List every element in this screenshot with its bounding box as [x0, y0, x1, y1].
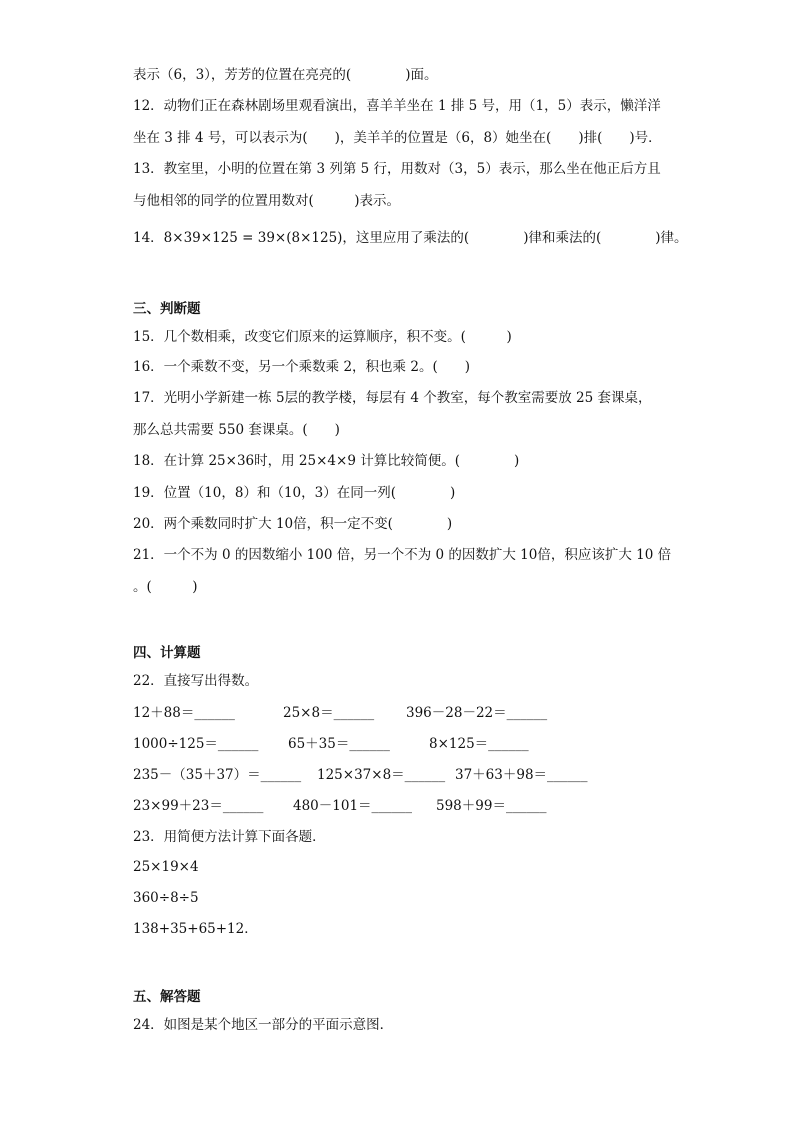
section5-title: 五、解答题 — [133, 989, 201, 1005]
calc-item: 25×8＝______ — [283, 705, 375, 721]
q16: 16．一个乘数不变，另一个乘数乘 2，积也乘 2。( ) — [133, 359, 470, 375]
q24: 24．如图是某个地区一部分的平面示意图． — [133, 1017, 394, 1033]
calc-item: 480－101＝______ — [293, 798, 413, 814]
calc-item: 125×37×8＝______ — [317, 767, 446, 783]
q17-line1: 17．光明小学新建一栋 5层的教学楼，每层有 4 个教室，每个教室需要放 25 套课桌， — [133, 390, 652, 406]
q18: 18．在计算 25×36时，用 25×4×9 计算比较简便。( ) — [133, 453, 520, 469]
q15: 15．几个数相乘，改变它们原来的运算顺序，积不变。( ) — [133, 329, 512, 345]
q12-line2: 坐在 3 排 4 号，可以表示为( )，美羊羊的位置是（6，8）她坐在( )排( )号． — [133, 130, 662, 146]
q14-text: 14．8×39×125 = 39×(8×125)，这里应用了乘法的( )律和乘法的( )律。 — [133, 230, 688, 246]
q21-line2: 。( ) — [133, 579, 198, 595]
calc-item: 8×125＝______ — [429, 736, 529, 752]
q23-item: 360÷8÷5 — [133, 890, 199, 906]
q20: 20．两个乘数同时扩大 10倍，积一定不变( ) — [133, 516, 453, 532]
calc-item: 23×99＋23＝______ — [133, 798, 264, 814]
calc-item: 12＋88＝______ — [133, 705, 235, 721]
calc-item: 65＋35＝______ — [288, 736, 390, 752]
calc-item: 598＋99＝______ — [436, 798, 547, 814]
calc-item: 37＋63＋98＝______ — [455, 767, 588, 783]
q13-line2: 与他相邻的同学的位置用数对( )表示。 — [133, 193, 401, 209]
q12-line1: 12．动物们正在森林剧场里观看演出，喜羊羊坐在 1 排 5 号，用（1，5）表示，懒洋洋 — [133, 98, 661, 114]
q21-line1: 21．一个不为 0 的因数缩小 100 倍，另一个不为 0 的因数扩大 10倍，积应该扩大 10 倍 — [133, 547, 672, 563]
section3-title: 三、判断题 — [133, 301, 201, 317]
q23: 23．用简便方法计算下面各题． — [133, 829, 326, 845]
q22: 22．直接写出得数。 — [133, 673, 259, 689]
q17-line2: 那么总共需要 550 套课桌。( ) — [133, 422, 340, 438]
calc-item: 1000÷125＝______ — [133, 736, 259, 752]
section4-title: 四、计算题 — [133, 645, 201, 661]
q23-item: 138+35+65+12． — [133, 921, 258, 937]
calc-item: 396－28－22＝______ — [406, 705, 548, 721]
q11-continuation: 表示（6，3），芳芳的位置在亮亮的( )面。 — [133, 67, 438, 83]
calc-item: 235－（35＋37）＝______ — [133, 767, 302, 783]
q23-item: 25×19×4 — [133, 859, 199, 875]
q13-line1: 13．教室里，小明的位置在第 3 列第 5 行，用数对（3，5）表示，那么坐在他正后方且 — [133, 161, 661, 177]
q19: 19．位置（10，8）和（10，3）在同一列( ) — [133, 485, 456, 501]
